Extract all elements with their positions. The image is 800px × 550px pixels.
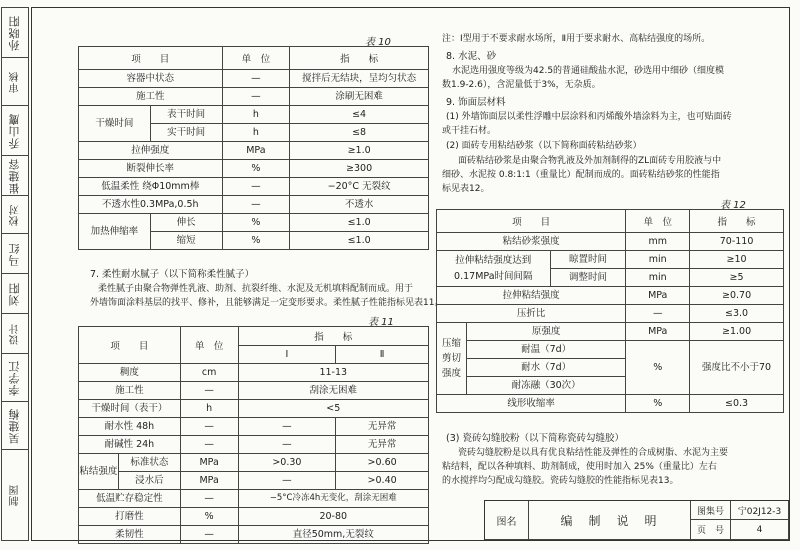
table-row: 加热伸缩率 伸长 % ≤1.0	[79, 214, 429, 232]
sig-check: 校对	[1, 195, 29, 233]
section9-line-1: (1) 外墙饰面层以柔性浮雕中层涂料和丙烯酸外墙涂料为主，也可贴面砖	[446, 112, 732, 122]
table10-header: 项 目 单 位 指 标	[79, 47, 429, 70]
table-row: 拉伸粘结强度 MPa ≥0.70	[437, 287, 784, 305]
section3-line-1: 瓷砖勾缝胶粉是以具有优良粘结性能及弹性的合成树脂、水泥为主要	[458, 448, 729, 458]
table-row: 不透水性0.3MPa,0.5h — 不透水	[79, 196, 429, 214]
sig-draw: 制图	[1, 449, 29, 541]
table11-header: 项 目 单 位 指 标	[79, 327, 429, 346]
table-row: 耐水（7d）	[437, 359, 784, 377]
table-row: 耐水性 48h — — 无异常	[79, 418, 429, 436]
table-row: 线形收缩率 % ≤0.3	[437, 395, 784, 413]
table10	[78, 46, 429, 250]
table-row: 耐冻融（30次）	[437, 377, 784, 395]
section9-line-3: (2) 面砖专用粘结砂浆（以下简称面砖粘结砂浆）	[446, 141, 642, 151]
sig-name-7: 吴建梅	[1, 401, 29, 449]
sig-design: 设计	[1, 313, 29, 353]
table-row: 干燥时间 表干时间 h ≤4	[79, 106, 429, 124]
table-row: 粘结砂浆强度 mm 70-110	[437, 233, 784, 251]
sig-name-5: 刘阳	[1, 273, 29, 313]
table-row: 断裂伸长率 % ≥300	[79, 160, 429, 178]
section3-line-2: 粘结料，配以各种填料、助剂制成，使用时加入 25%（重量比）左右	[442, 462, 717, 472]
section8-line-1: 水泥选用强度等级为42.5的普通硅酸盐水泥，砂选用中细砂（细度模	[452, 66, 725, 76]
sig-review: 审核	[1, 57, 29, 105]
section9-line-4: 面砖粘结砂浆是由聚合物乳液及外加剂制得的ZL面砖专用胶液与中	[458, 156, 722, 166]
table12-header: 项 目 单 位 指 标	[437, 210, 784, 233]
sig-name-6: 李学江	[1, 353, 29, 401]
table-row: 缩短 % ≤1.0	[79, 232, 429, 250]
section8-heading: 8. 水泥、砂	[446, 51, 497, 62]
section7-line-1: 柔性腻子由聚合物弹性乳液、助剂、抗裂纤维、水泥及无机填料配制而成。用于	[98, 284, 414, 294]
sig-name-4: 马红	[1, 233, 29, 273]
table-row: 拉伸强度 MPa ≥1.0	[79, 142, 429, 160]
signature-strip	[1, 7, 31, 541]
table-row: 施工性 — 涂刷无困难	[79, 88, 429, 106]
note-line: 注：Ⅰ型用于不要求耐水场所，Ⅱ用于要求耐水、高粘结强度的场所。	[442, 34, 711, 44]
page-label: 页 号	[691, 520, 731, 540]
title-block	[484, 500, 790, 541]
table12-caption: 表 12	[720, 200, 746, 211]
section3-heading: (3) 瓷砖勾缝胶粉（以下简称瓷砖勾缝胶）	[446, 433, 624, 444]
table-row: 打磨性 % 20-80	[79, 508, 429, 526]
table-row: 压缩剪切强度 原强度 MPa ≥1.00	[437, 323, 784, 341]
section7-heading: 7. 柔性耐水腻子（以下简称柔性腻子）	[90, 269, 255, 280]
table-row: 稠度 cm 11-13	[79, 364, 429, 382]
sig-name-2: 乔山鹰	[1, 105, 29, 155]
page-number: 4	[731, 520, 789, 540]
section9-line-2: 或干挂石材。	[442, 126, 497, 136]
table12	[436, 209, 784, 413]
table11-caption: 表 11	[368, 317, 394, 328]
table10-caption: 表 10	[365, 37, 391, 48]
section9-line-5: 细砂、水泥按 0.8:1:1（重量比）配制而成的。面砖粘结砂浆的性能指	[442, 170, 720, 180]
table-row: 压折比 — ≤3.0	[437, 305, 784, 323]
table-row: 拉伸粘结强度达到0.17MPa时间间隔 晾置时间 min ≥10	[437, 251, 784, 269]
table-row: 实干时间 h ≤8	[79, 124, 429, 142]
table-row: 耐碱性 24h — — 无异常	[79, 436, 429, 454]
atlas-number: 宁02J12-3	[731, 501, 789, 520]
section3-line-3: 的水搅拌均匀配成勾缝胶。瓷砖勾缝胶的性能指标见表13。	[442, 476, 679, 486]
table-row: 柔韧性 — 直径50mm,无裂纹	[79, 526, 429, 544]
table-row: 干燥时间（表干） h <5	[79, 400, 429, 418]
table-row: 容器中状态 — 搅拌后无结块，呈均匀状态	[79, 70, 429, 88]
atlas-label: 图集号	[691, 501, 731, 520]
sig-name-1: 孙晓阳	[1, 7, 29, 57]
section7-line-2: 外墙饰面涂料基层的找平、修补，且能够满足一定变形要求。柔性腻子性能指标见表11。	[90, 298, 444, 308]
section9-line-6: 标见表12。	[442, 184, 490, 194]
table-row: 低温柔性 绕Φ10mm棒 — −20°C 无裂纹	[79, 178, 429, 196]
table-row: 耐温（7d） % 强度比不小于70	[437, 341, 784, 359]
section8-line-2: 数1.9-2.6），含泥量低于3%，无杂质。	[442, 80, 601, 90]
table-row: 调整时间 min ≥5	[437, 269, 784, 287]
table-row: 施工性 — 刮涂无困难	[79, 382, 429, 400]
section9-heading: 9. 饰面层材料	[446, 97, 506, 108]
table-row: 粘结强度 标准状态 MPa >0.30 >0.60	[79, 454, 429, 472]
table-row: 浸水后 MPa — >0.40	[79, 472, 429, 490]
sig-name-3: 崔建容	[1, 155, 29, 195]
title-label: 图名	[485, 501, 529, 540]
table-row: 低温贮存稳定性 — −5°C冷冻4h无变化，刮涂无困难	[79, 490, 429, 508]
table11: 项 目 单 位 指 标 Ⅰ Ⅱ 稠度 cm 11-13 施工性 — 刮涂无困难 干燥时间（表干） h <5 耐水性 48h — — 无异常 耐碱性 24h — — 无异常 粘结强度 标准状态 MPa >0.30 >0.60 浸水后 MPa — >0.40 低温贮存稳定性 — −5°C冷冻4h无变化，刮涂无困难 打磨性 % 20-80 柔韧性 — 直径50mm,无裂纹	[78, 326, 429, 544]
drawing-title: 编 制 说 明	[529, 501, 691, 540]
